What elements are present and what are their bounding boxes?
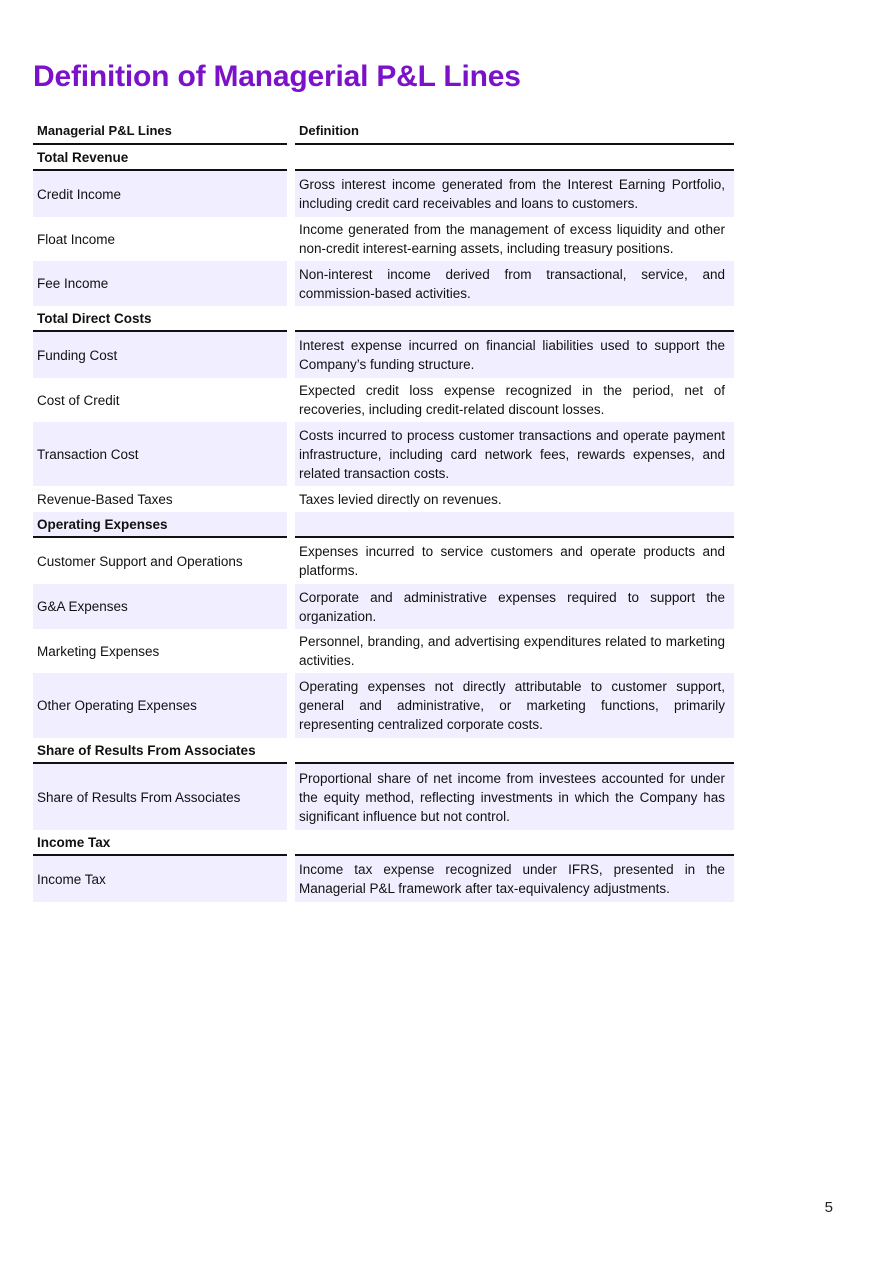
section-label: Share of Results From Associates [33,738,287,764]
line-label: Float Income [33,217,287,261]
column-header-definition: Definition [295,118,734,145]
pl-definitions-table [33,118,734,902]
definition-text: Gross interest income generated from the Interest Earning Portfolio, including credit card receivables and loans to customers. [299,177,725,211]
definition-cell [295,538,734,584]
table-row [33,261,734,306]
table-row [33,171,734,217]
table-header [33,118,734,145]
definition-cell [295,512,734,538]
definition-cell [295,629,734,673]
page-title: Definition of Managerial P&L Lines [33,60,521,93]
definition-cell [295,261,734,306]
definition-cell [295,422,734,486]
definition-cell [295,332,734,378]
definition-cell [295,673,734,738]
table-body [33,145,734,902]
line-label: Cost of Credit [33,378,287,422]
line-label: Marketing Expenses [33,629,287,673]
definition-cell [295,378,734,422]
definition-cell [295,486,734,512]
definition-cell [295,145,734,171]
page-number: 5 [824,1199,833,1216]
table-row [33,856,734,902]
definition-text: Personnel, branding, and advertising expenditures related to marketing activities. [299,634,725,668]
table-row [33,629,734,673]
definition-text: Income tax expense recognized under IFRS, presented in the Managerial P&L framework after tax-equivalency adjustments. [299,862,725,896]
definition-cell [295,306,734,332]
table-row [33,332,734,378]
section-row [33,306,734,332]
definition-cell [295,217,734,261]
line-label: Revenue-Based Taxes [33,486,287,512]
section-label: Total Direct Costs [33,306,287,332]
column-header-line: Managerial P&L Lines [33,118,287,145]
section-label: Income Tax [33,830,287,856]
table-row [33,764,734,830]
line-label: Income Tax [33,856,287,902]
section-row [33,512,734,538]
section-row [33,830,734,856]
definition-text: Costs incurred to process customer transactions and operate payment infrastructure, including card network fees, rewards expenses, and related transaction costs. [299,427,725,481]
table-row [33,378,734,422]
section-row [33,145,734,171]
line-label: G&A Expenses [33,584,287,629]
definition-cell [295,738,734,764]
definition-text: Taxes levied directly on revenues. [299,491,502,507]
table-row [33,422,734,486]
line-label: Other Operating Expenses [33,673,287,738]
section-row [33,738,734,764]
line-label: Credit Income [33,171,287,217]
definition-text: Non-interest income derived from transactional, service, and commission-based activities. [299,266,725,301]
line-label: Customer Support and Operations [33,538,287,584]
table-row [33,584,734,629]
table-row [33,538,734,584]
line-label: Funding Cost [33,332,287,378]
line-label: Fee Income [33,261,287,306]
definition-cell [295,856,734,902]
definition-cell [295,830,734,856]
line-label: Share of Results From Associates [33,764,287,830]
table-row [33,217,734,261]
definition-cell [295,584,734,629]
definition-text: Interest expense incurred on financial liabilities used to support the Company’s funding structure. [299,338,725,372]
definition-text: Operating expenses not directly attributable to customer support, general and administrative, or marketing functions, primarily representing centralized corporate costs. [299,679,725,732]
definition-cell [295,171,734,217]
definition-text: Income generated from the management of excess liquidity and other non-credit interest-earning assets, including treasury positions. [299,222,725,256]
definition-text: Proportional share of net income from investees accounted for under the equity method, reflecting investments in which the Company has significant influence but not control. [299,770,725,824]
definition-text: Expenses incurred to service customers and operate products and platforms. [299,544,725,578]
section-label: Total Revenue [33,145,287,171]
table-row [33,486,734,512]
definition-text: Expected credit loss expense recognized in the period, net of recoveries, including credit-related discount losses. [299,383,725,417]
line-label: Transaction Cost [33,422,287,486]
section-label: Operating Expenses [33,512,287,538]
definition-text: Corporate and administrative expenses required to support the organization. [299,589,725,624]
table-row [33,673,734,738]
definition-cell [295,764,734,830]
